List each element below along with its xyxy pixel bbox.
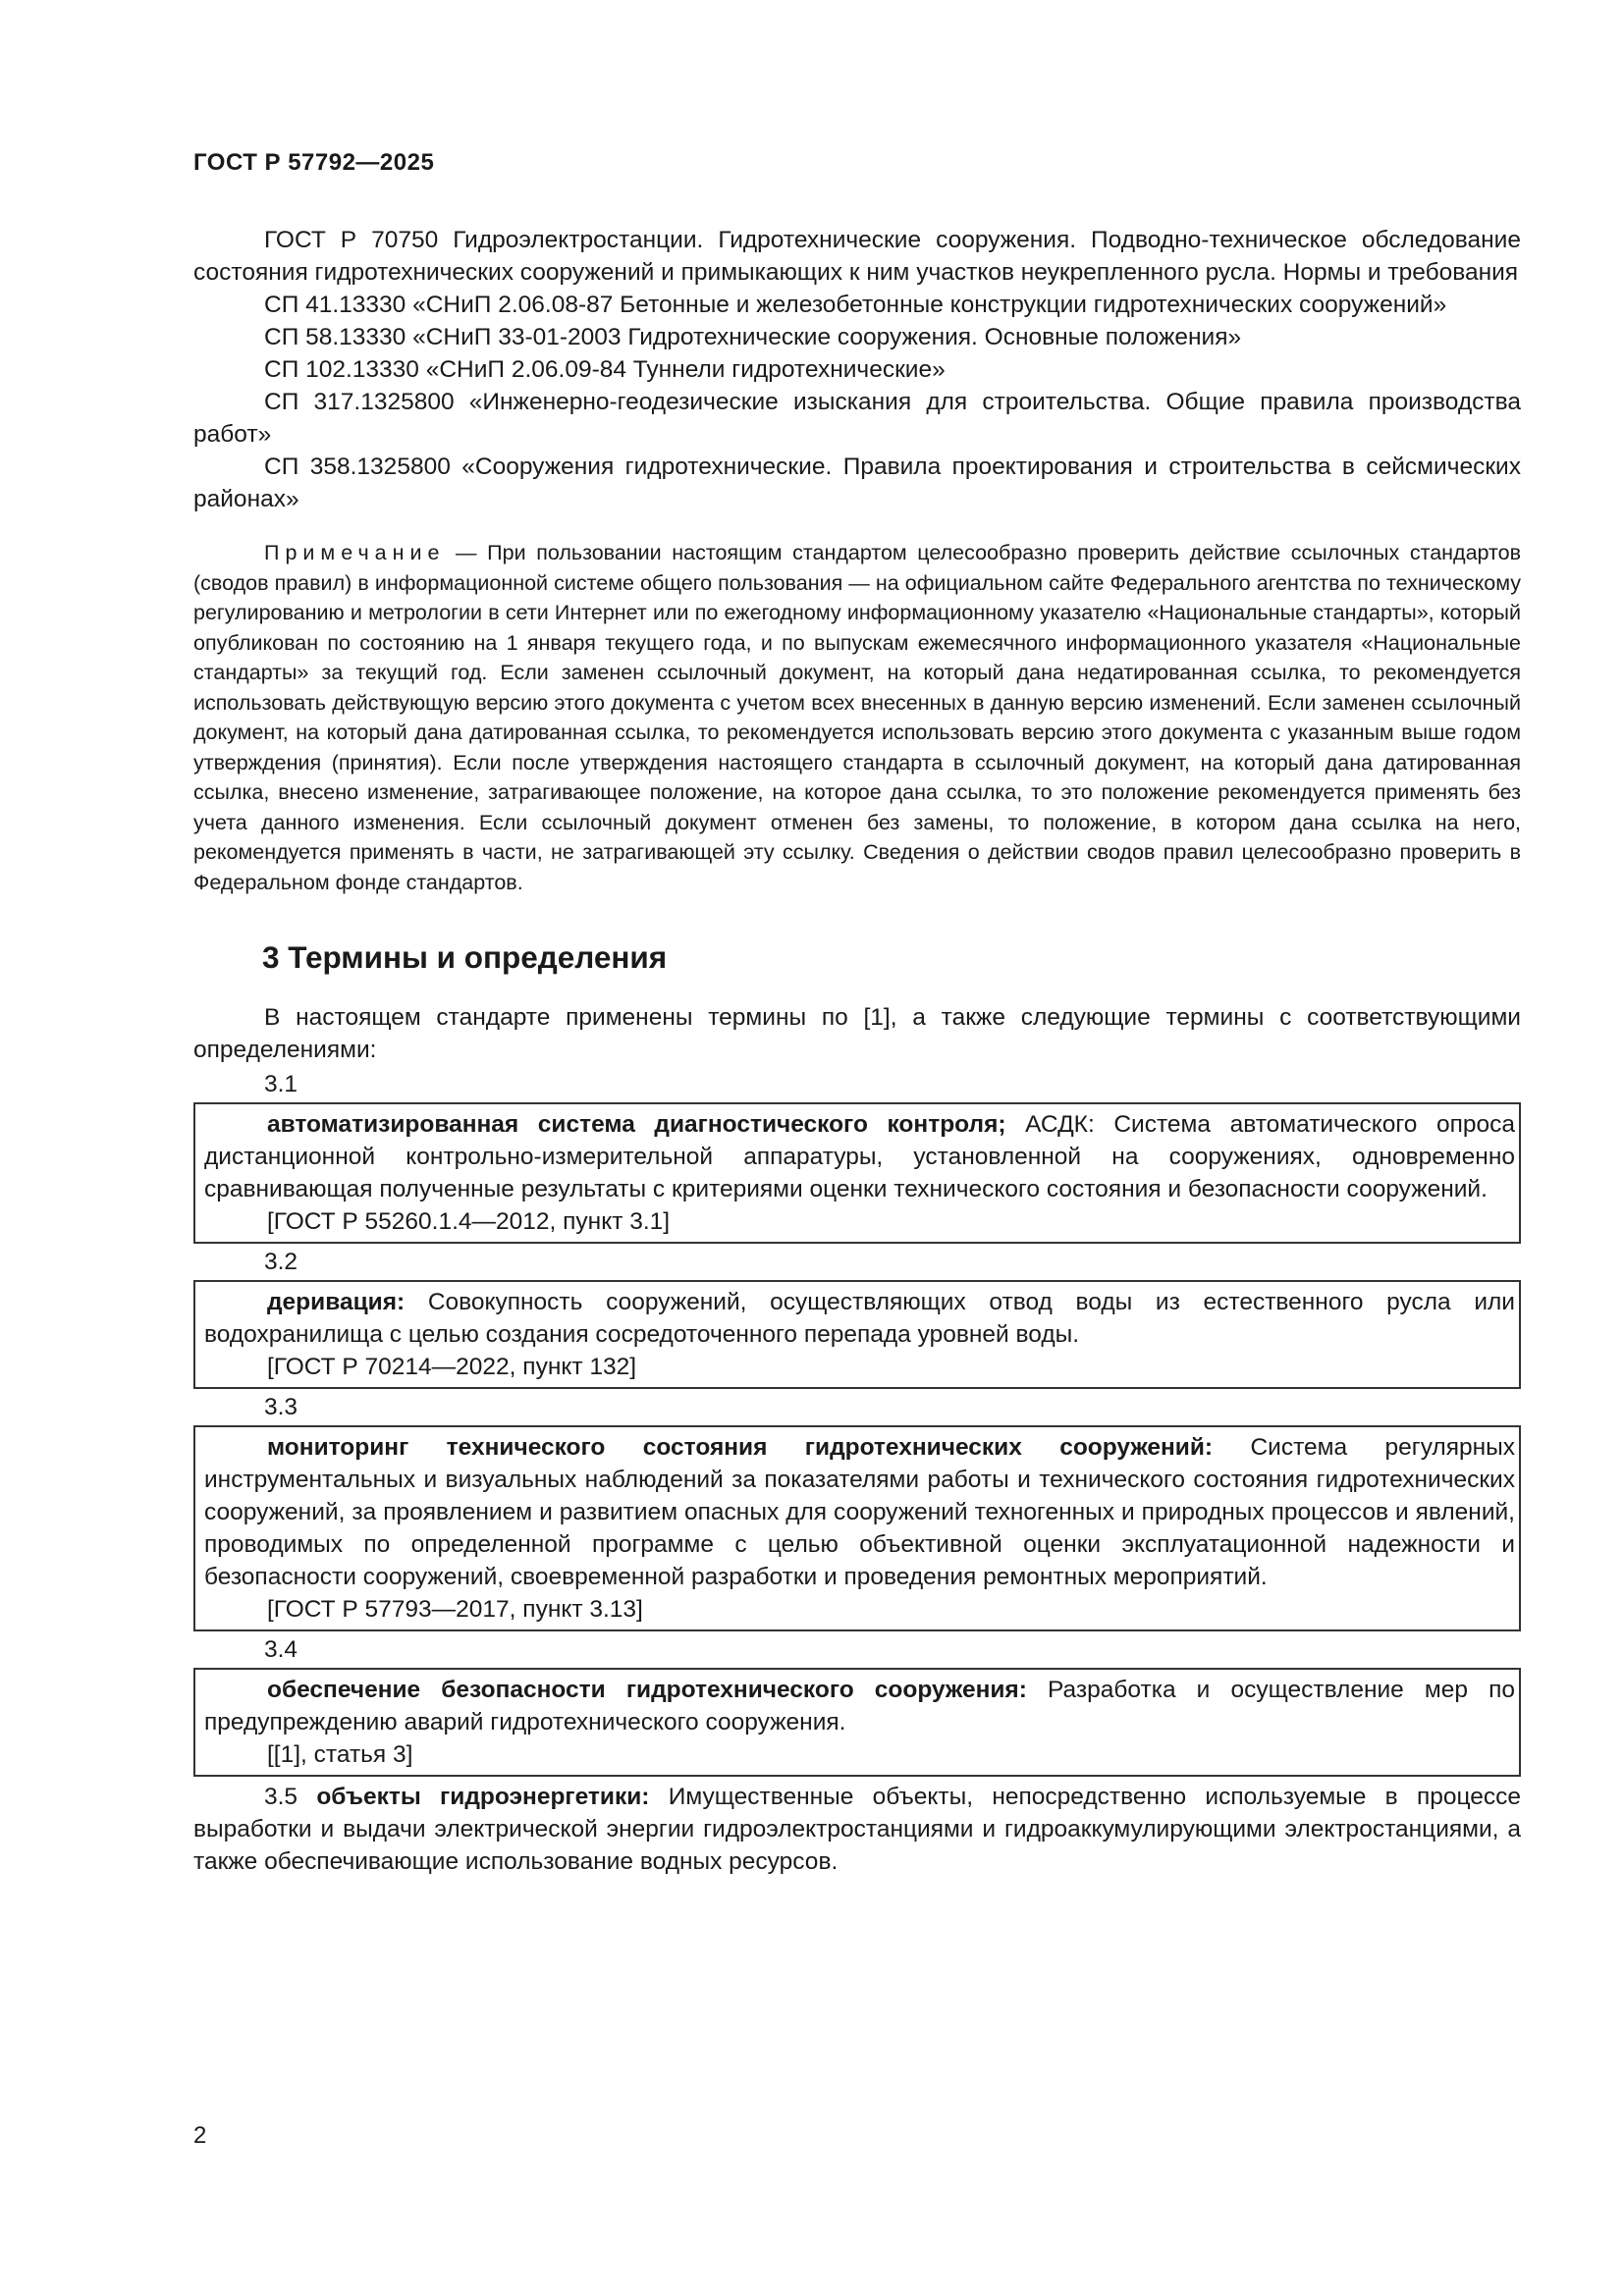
term-definition xyxy=(204,1286,1515,1351)
term-source: [[1], статья 3] xyxy=(267,1741,413,1768)
page-content xyxy=(193,224,1521,1878)
term-name: деривация: xyxy=(267,1289,406,1315)
term-source: [ГОСТ Р 55260.1.4—2012, пункт 3.1] xyxy=(267,1208,671,1235)
reference-item: ГОСТ Р 70750 Гидроэлектростанции. Гидротехнические сооружения. Подводно-техническое обследование состояния гидротехнических сооружений и примыкающих к ним участков неукрепленного русла. Нормы и требования xyxy=(193,227,1521,286)
normative-references-list xyxy=(193,224,1521,515)
term-definition xyxy=(204,1431,1515,1593)
term-text: Система регулярных инструментальных и визуальных наблюдений за показателями работы и технического состояния гидротехнических сооружений, за проявлением и развитием опасных для сооружений техногенных и природных процессов и явлений, проводимых по определенной программе с целью объективной оценки эксплуатационной надежности и безопасности сооружений, своевременной разработки и проведения ремонтных мероприятий. xyxy=(204,1434,1516,1590)
note-text: — При пользовании настоящим стандартом целесообразно проверить действие ссылочных стандартов (сводов правил) в информационной системе общего пользования — на официальном сайте Федерального агентства по техническому регулированию и метрологии в сети Интернет или по ежегодному информационному указателю «Национальные стандарты», который опубликован по состоянию на 1 января текущего года, и по выпускам ежемесячного информационного указателя «Национальные стандарты» за текущий год. Если заменен ссылочный документ, на который дана недатированная ссылка, то рекомендуется использовать действующую версию этого документа с учетом всех внесенных в данную версию изменений. Если заменен ссылочный документ, на который дана датированная ссылка, то рекомендуется использовать версию этого документа с указанным выше годом утверждения (принятия). Если после утверждения настоящего стандарта в ссылочный документ, на который дана датированная ссылка, внесено изменение, затрагивающее положение, на которое дана ссылка, то это положение рекомендуется применять без учета данного изменения. Если ссылочный документ отменен без замены, то положение, в котором дана ссылка на него, рекомендуется применять в части, не затрагивающей эту ссылку. Сведения о действии сводов правил целесообразно проверить в Федеральном фонде стандартов. xyxy=(193,541,1521,894)
term-source: [ГОСТ Р 70214—2022, пункт 132] xyxy=(267,1354,637,1380)
page-number: 2 xyxy=(193,2122,207,2149)
term-source: [ГОСТ Р 57793—2017, пункт 3.13] xyxy=(267,1596,643,1623)
term-number: 3.1 xyxy=(264,1071,298,1097)
term-definition xyxy=(193,1781,1521,1878)
term-name: обеспечение безопасности гидротехнического сооружения: xyxy=(267,1677,1027,1703)
reference-item: СП 41.13330 «СНиП 2.06.08-87 Бетонные и железобетонные конструкции гидротехнических сооружений» xyxy=(264,292,1447,318)
section-title: 3 Термины и определения xyxy=(262,939,668,975)
term-box xyxy=(193,1280,1521,1389)
term-box xyxy=(193,1668,1521,1777)
term-box xyxy=(193,1102,1521,1244)
reference-item: СП 358.1325800 «Сооружения гидротехнические. Правила проектирования и строительства в сейсмических районах» xyxy=(193,454,1521,512)
term-text: Разработка и осуществление мер по предупреждению аварий гидротехнического сооружения. xyxy=(204,1677,1515,1735)
note-paragraph xyxy=(193,538,1521,897)
term-box xyxy=(193,1425,1521,1631)
term-text: АСДК: Система автоматического опроса дистанционной контрольно-измерительной аппаратуры, установленной на сооружениях, одновременно сравнивающая полученные результаты с критериями оценки технического состояния и безопасности сооружений. xyxy=(204,1111,1516,1202)
term-text: Имущественные объекты, непосредственно используемые в процессе выработки и выдачи электрической энергии гидроэлектростанциями и гидроаккумулирующими электростанциями, а также обеспечивающие использование водных ресурсов. xyxy=(193,1784,1521,1875)
term-number: 3.2 xyxy=(264,1249,298,1275)
reference-item: СП 58.13330 «СНиП 33-01-2003 Гидротехнические сооружения. Основные положения» xyxy=(264,324,1242,350)
note-label: Примечание xyxy=(264,541,446,564)
term-name: объекты гидроэнергетики: xyxy=(316,1784,650,1810)
term-name: автоматизированная система диагностического контроля; xyxy=(267,1111,1006,1138)
reference-item: СП 317.1325800 «Инженерно-геодезические изыскания для строительства. Общие правила производства работ» xyxy=(193,389,1521,448)
term-name: мониторинг технического состояния гидротехнических сооружений: xyxy=(267,1434,1214,1461)
document-header: ГОСТ Р 57792—2025 xyxy=(193,149,435,176)
term-number: 3.4 xyxy=(264,1636,298,1663)
section-intro: В настоящем стандарте применены термины по [1], а также следующие термины с соответствующими определениями: xyxy=(193,1004,1521,1063)
term-definition xyxy=(204,1108,1515,1205)
term-number: 3.3 xyxy=(264,1394,298,1420)
term-definition xyxy=(204,1674,1515,1738)
term-number: 3.5 xyxy=(264,1784,317,1810)
reference-item: СП 102.13330 «СНиП 2.06.09-84 Туннели гидротехнические» xyxy=(264,356,946,383)
term-text: Совокупность сооружений, осуществляющих отвод воды из естественного русла или водохранилища с целью создания сосредоточенного перепада уровней воды. xyxy=(204,1289,1515,1348)
